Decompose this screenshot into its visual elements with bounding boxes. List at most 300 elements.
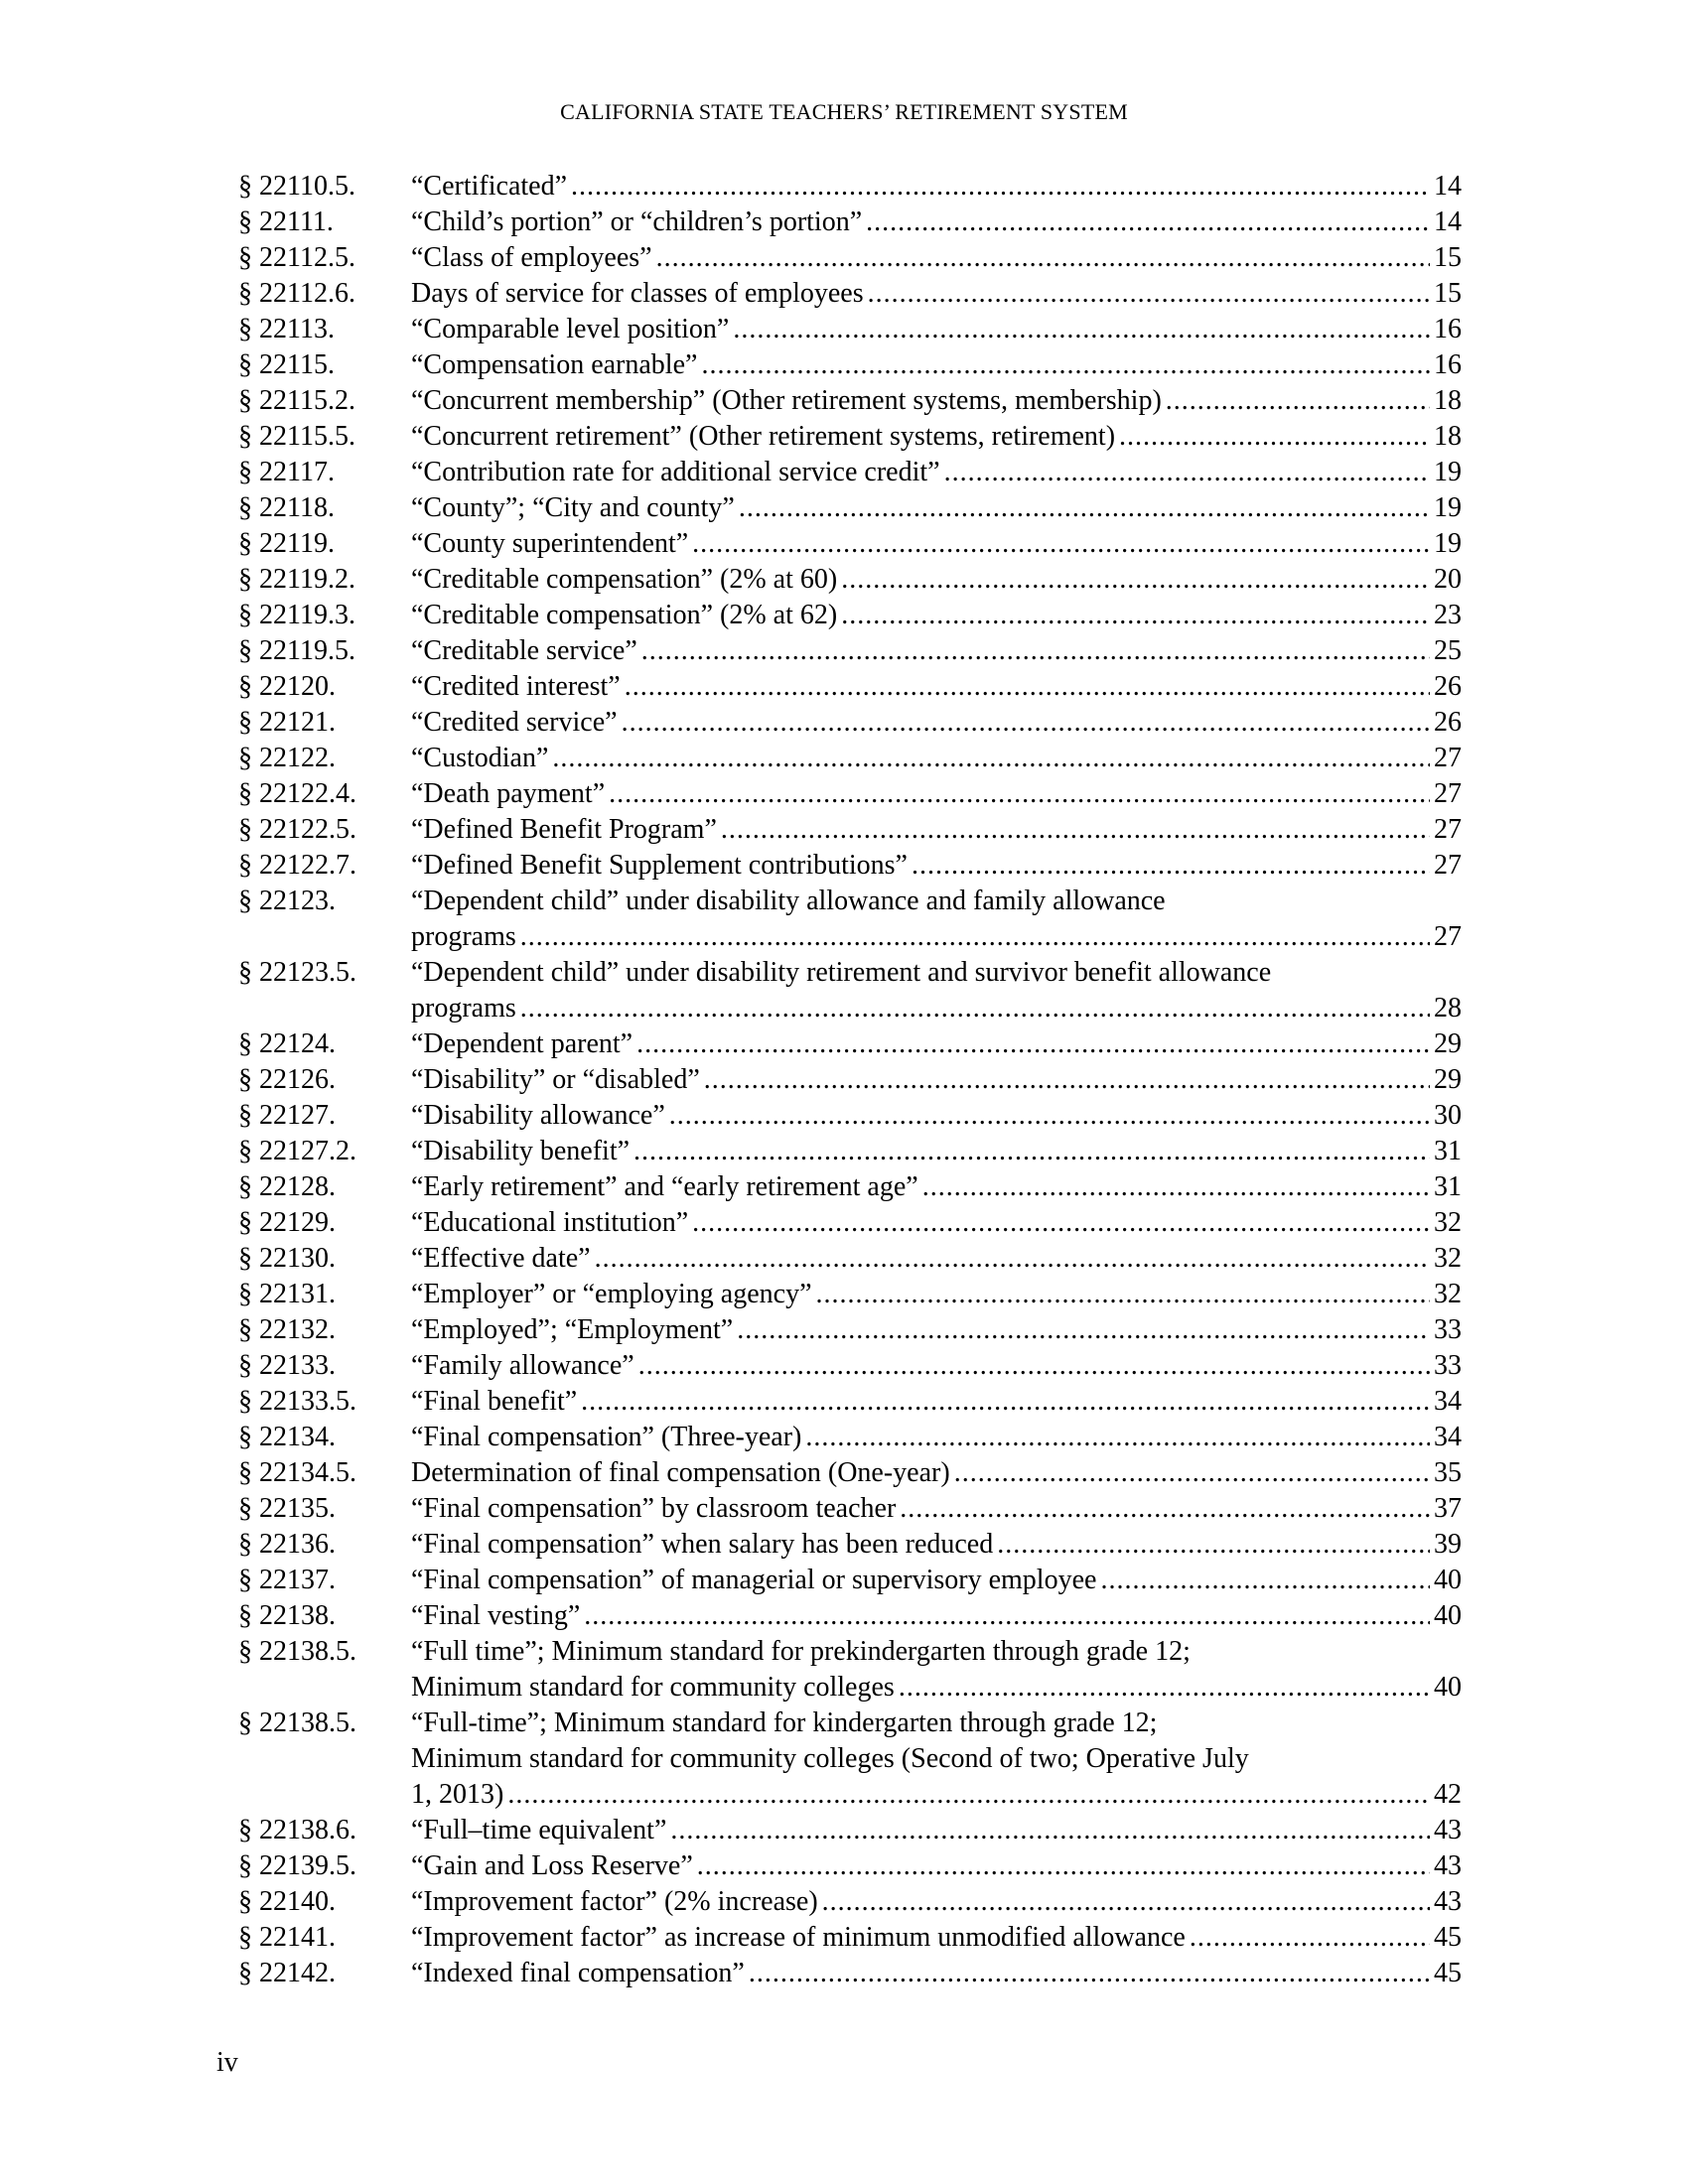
dot-leader [520,991,1430,1026]
dot-leader [866,205,1430,240]
toc-entry-title: “Custodian” [411,743,549,773]
toc-section-number: § 22136. [238,1529,336,1560]
toc-entry-line [411,1884,1462,1920]
toc-entry-line [411,526,1462,562]
toc-entry-title: “Credited service” [411,707,618,738]
toc-entry-body [411,848,1462,884]
toc-entry-body [411,383,1462,419]
toc-entry-body [411,633,1462,669]
toc-page-number: 34 [1434,1422,1462,1452]
toc-entry-title: programs [411,921,516,952]
dot-leader [692,1205,1430,1241]
toc-entry-title: “Creditable service” [411,635,637,666]
toc-entry-line [411,169,1462,205]
toc-section-number: § 22131. [238,1279,336,1309]
toc-entry-title: “Final benefit” [411,1386,578,1417]
toc-section-number: § 22134.5. [238,1457,356,1488]
toc-entry-line [411,669,1462,705]
toc-entry-title: “Dependent parent” [411,1028,633,1059]
toc-entry-body [411,1491,1462,1527]
dot-leader [841,598,1430,633]
toc-entry-line [411,919,1462,955]
toc-entry [238,1134,1462,1169]
toc-entry [238,240,1462,276]
toc-section-number: § 22135. [238,1493,336,1524]
toc-entry-body [411,1920,1462,1956]
dot-leader [737,1312,1430,1348]
toc-entry-line [411,598,1462,633]
toc-entry-line [411,1169,1462,1205]
toc-entry-title: “Employer” or “employing agency” [411,1279,812,1309]
toc-page-number: 29 [1434,1028,1462,1059]
toc-section-number: § 22138.6. [238,1815,356,1845]
toc-page-number: 32 [1434,1243,1462,1274]
toc-entry-line [411,1670,1462,1706]
toc-entry-line [411,1277,1462,1312]
dot-leader [704,1062,1430,1098]
toc-page-number: 43 [1434,1850,1462,1881]
toc-entry-body [411,1241,1462,1277]
toc-entry-line [411,1741,1462,1777]
toc-entry [238,705,1462,741]
toc-entry-body [411,1420,1462,1455]
toc-section-number: § 22123.5. [238,957,356,988]
toc-entry-title: “Compensation earnable” [411,349,698,380]
toc-entry [238,1956,1462,1991]
toc-entry-title: “Defined Benefit Supplement contributions” [411,850,908,881]
toc-entry-title: “Final compensation” by classroom teacher [411,1493,897,1524]
toc-entry [238,1384,1462,1420]
toc-entry-title: “Concurrent retirement” (Other retirement systems, retirement) [411,421,1116,452]
toc-entry [238,347,1462,383]
toc-entry [238,1920,1462,1956]
toc-section-number: § 22137. [238,1565,336,1595]
toc-entry [238,812,1462,848]
toc-entry-line [411,1026,1462,1062]
toc-entry-title: “Contribution rate for additional service credit” [411,457,940,487]
toc-entry-title: programs [411,993,516,1024]
toc-entry [238,1026,1462,1062]
toc-page-number: 40 [1434,1565,1462,1595]
dot-leader [670,1813,1430,1848]
toc-entry-body [411,1598,1462,1634]
toc-entry-line [411,455,1462,490]
toc-entry-line [411,312,1462,347]
toc-page-number: 45 [1434,1958,1462,1988]
toc-section-number: § 22138.5. [238,1707,356,1738]
toc-entry-title: “Full time”; Minimum standard for prekindergarten through grade 12; [411,1636,1191,1667]
toc-entry-title: “Creditable compensation” (2% at 60) [411,564,838,595]
dot-leader [581,1384,1430,1420]
toc-section-number: § 22132. [238,1314,336,1345]
toc-entry [238,1420,1462,1455]
toc-entry [238,276,1462,312]
toc-entry-line [411,1455,1462,1491]
toc-entry-title: “Final compensation” (Three-year) [411,1422,802,1452]
toc-page-number: 39 [1434,1529,1462,1560]
toc-entry-title: Minimum standard for community colleges (Second of two; Operative July [411,1743,1249,1774]
running-header: CALIFORNIA STATE TEACHERS’ RETIREMENT SYSTEM [560,99,1128,124]
toc-page-number: 32 [1434,1207,1462,1238]
toc-entry-line [411,1384,1462,1420]
toc-entry [238,1169,1462,1205]
toc-entry [238,169,1462,205]
toc-entry-body [411,455,1462,490]
toc-entry-line [411,1134,1462,1169]
toc-section-number: § 22112.5. [238,242,355,273]
toc-entry-line [411,1062,1462,1098]
toc-entry-title: “Family allowance” [411,1350,634,1381]
toc-entry-body [411,1348,1462,1384]
toc-page-number: 27 [1434,850,1462,881]
toc-section-number: § 22142. [238,1958,336,1988]
toc-page-number: 25 [1434,635,1462,666]
toc-entry-title: Days of service for classes of employees [411,278,864,309]
toc-entry-body [411,205,1462,240]
dot-leader [739,490,1430,526]
toc-entry-body [411,741,1462,776]
dot-leader [701,347,1430,383]
toc-entry [238,598,1462,633]
toc-entry [238,1241,1462,1277]
toc-section-number: § 22124. [238,1028,336,1059]
toc-section-number: § 22115.5. [238,421,355,452]
toc-entry-body [411,1563,1462,1598]
toc-entry [238,1634,1462,1706]
toc-entry [238,1527,1462,1563]
toc-page-number: 14 [1434,206,1462,237]
toc-entry-title: “Full-time”; Minimum standard for kindergarten through grade 12; [411,1707,1158,1738]
toc-entry-line [411,848,1462,884]
toc-entry-title: “Indexed final compensation” [411,1958,745,1988]
toc-entry-body [411,312,1462,347]
toc-page-number: 19 [1434,528,1462,559]
toc-entry [238,1884,1462,1920]
toc-entry [238,205,1462,240]
dot-leader [609,776,1430,812]
toc-section-number: § 22112.6. [238,278,355,309]
toc-section-number: § 22133. [238,1350,336,1381]
toc-entry-title: “County superintendent” [411,528,689,559]
toc-entry-body [411,276,1462,312]
dot-leader [944,455,1430,490]
toc-section-number: § 22117. [238,457,335,487]
toc-page-number: 23 [1434,600,1462,630]
toc-entry-title: “Final compensation” when salary has been reduced [411,1529,994,1560]
toc-entry-title: “Creditable compensation” (2% at 62) [411,600,838,630]
toc-section-number: § 22133.5. [238,1386,356,1417]
toc-entry-body [411,1634,1462,1706]
toc-entry-title: “Death payment” [411,778,606,809]
toc-entry-line [411,1312,1462,1348]
dot-leader [997,1527,1430,1563]
toc-page-number: 32 [1434,1279,1462,1309]
toc-page-number: 20 [1434,564,1462,595]
toc-page-number: 27 [1434,921,1462,952]
toc-section-number: § 22129. [238,1207,336,1238]
toc-entry-line [411,633,1462,669]
toc-section-number: § 22127.2. [238,1136,356,1166]
toc-entry [238,1848,1462,1884]
dot-leader [816,1277,1431,1312]
toc-entry-body [411,1169,1462,1205]
toc-entry [238,383,1462,419]
toc-section-number: § 22120. [238,671,336,702]
toc-entry-line [411,1956,1462,1991]
toc-section-number: § 22128. [238,1171,336,1202]
page-number-footer: iv [216,2047,238,2078]
toc-entry-title: “Credited interest” [411,671,621,702]
toc-entry-line [411,955,1462,991]
toc-entry-line [411,1241,1462,1277]
toc-entry-body [411,1884,1462,1920]
toc-entry-title: “Employed”; “Employment” [411,1314,734,1345]
toc-entry [238,1563,1462,1598]
toc-entry [238,490,1462,526]
toc-page-number: 42 [1434,1779,1462,1810]
toc-entry-body [411,526,1462,562]
toc-entry-body [411,776,1462,812]
dot-leader [622,705,1430,741]
toc-entry-title: Minimum standard for community colleges [411,1672,895,1703]
toc-entry-title: “Effective date” [411,1243,591,1274]
dot-leader [641,633,1430,669]
toc-entry-line [411,240,1462,276]
dot-leader [636,1026,1430,1062]
toc-section-number: § 22119.2. [238,564,355,595]
toc-entry [238,1062,1462,1098]
toc-entry [238,884,1462,955]
toc-entry-line [411,1563,1462,1598]
toc-section-number: § 22130. [238,1243,336,1274]
toc-page-number: 19 [1434,457,1462,487]
toc-section-number: § 22140. [238,1886,336,1917]
toc-entry-line [411,1848,1462,1884]
toc-section-number: § 22115.2. [238,385,355,416]
toc-entry-body [411,669,1462,705]
toc-entry-body [411,884,1462,955]
toc-page-number: 34 [1434,1386,1462,1417]
toc-entry-title: “Early retirement” and “early retirement age” [411,1171,918,1202]
toc-entry [238,455,1462,490]
toc-section-number: § 22122. [238,743,336,773]
dot-leader [584,1598,1430,1634]
toc-section-number: § 22119. [238,528,335,559]
toc-page-number: 45 [1434,1922,1462,1953]
toc-entry-body [411,1813,1462,1848]
toc-entry [238,1312,1462,1348]
dot-leader [656,240,1430,276]
toc-entry-line [411,1348,1462,1384]
toc-entry [238,1098,1462,1134]
toc-entry-body [411,1384,1462,1420]
dot-leader [721,812,1430,848]
toc-entry-line [411,1920,1462,1956]
toc-page-number: 18 [1434,385,1462,416]
toc-entry-body [411,1134,1462,1169]
toc-entry-title: “Child’s portion” or “children’s portion” [411,206,863,237]
toc-entry [238,419,1462,455]
toc-section-number: § 22110.5. [238,171,355,202]
toc-entry-line [411,812,1462,848]
toc-section-number: § 22126. [238,1064,336,1095]
toc-entry [238,1813,1462,1848]
toc-section-number: § 22123. [238,886,336,916]
dot-leader [749,1956,1430,1991]
dot-leader [1190,1920,1430,1956]
toc-entry-line [411,1813,1462,1848]
toc-entry-line [411,1420,1462,1455]
toc-section-number: § 22115. [238,349,335,380]
toc-page-number: 37 [1434,1493,1462,1524]
dot-leader [520,919,1430,955]
dot-leader [595,1241,1430,1277]
dot-leader [625,669,1430,705]
toc-entry-title: “Disability allowance” [411,1100,665,1131]
toc-entry-body [411,1312,1462,1348]
dot-leader [841,562,1430,598]
dot-leader [868,276,1430,312]
dot-leader [954,1455,1430,1491]
toc-entry-line [411,1491,1462,1527]
toc-entry-body [411,1277,1462,1312]
toc-page-number: 43 [1434,1886,1462,1917]
toc-entry-body [411,1455,1462,1491]
dot-leader [507,1777,1430,1813]
dot-leader [633,1134,1430,1169]
toc-page-number: 16 [1434,314,1462,344]
toc-entry-title: “Improvement factor” as increase of minimum unmodified allowance [411,1922,1186,1953]
toc-entry-line [411,1777,1462,1813]
toc-entry-body [411,1706,1462,1813]
toc-entry-body [411,1205,1462,1241]
toc-entry-line [411,705,1462,741]
toc-entry-title: “Defined Benefit Program” [411,814,717,845]
toc-entry-body [411,1098,1462,1134]
toc-page-number: 26 [1434,707,1462,738]
toc-section-number: § 22139.5. [238,1850,356,1881]
toc-section-number: § 22122.7. [238,850,356,881]
toc-entry-line [411,419,1462,455]
toc-entry-title: “Dependent child” under disability allowance and family allowance [411,886,1166,916]
toc-entry-line [411,562,1462,598]
toc-entry-line [411,1527,1462,1563]
toc-entry-line [411,1706,1462,1741]
toc-entry-line [411,276,1462,312]
toc-page-number: 19 [1434,492,1462,523]
toc-entry-title: 1, 2013) [411,1779,504,1810]
toc-entry-body [411,1527,1462,1563]
toc-section-number: § 22118. [238,492,335,523]
toc-entry-title: “Final compensation” of managerial or supervisory employee [411,1565,1097,1595]
toc-page-number: 27 [1434,778,1462,809]
toc-entry [238,1277,1462,1312]
dot-leader [552,741,1430,776]
toc-entry-body [411,1848,1462,1884]
toc-page-number: 14 [1434,171,1462,202]
toc-entry-title: “Dependent child” under disability retirement and survivor benefit allowance [411,957,1272,988]
toc-page-number: 18 [1434,421,1462,452]
toc-entry-line [411,1634,1462,1670]
toc-section-number: § 22121. [238,707,336,738]
dot-leader [1100,1563,1430,1598]
toc-entry-body [411,240,1462,276]
toc-entry-body [411,347,1462,383]
table-of-contents [238,169,1462,1991]
toc-entry-title: “Gain and Loss Reserve” [411,1850,693,1881]
toc-entry-title: “Improvement factor” (2% increase) [411,1886,818,1917]
toc-entry-line [411,741,1462,776]
toc-entry [238,633,1462,669]
toc-entry [238,1348,1462,1384]
toc-section-number: § 22122.4. [238,778,356,809]
toc-entry-line [411,383,1462,419]
toc-entry-body [411,490,1462,526]
dot-leader [805,1420,1430,1455]
toc-entry [238,312,1462,347]
toc-entry-line [411,776,1462,812]
toc-section-number: § 22134. [238,1422,336,1452]
toc-page-number: 27 [1434,743,1462,773]
toc-page-number: 31 [1434,1136,1462,1166]
toc-page-number: 35 [1434,1457,1462,1488]
toc-section-number: § 22111. [238,206,334,237]
toc-entry-line [411,205,1462,240]
toc-entry [238,776,1462,812]
toc-entry-line [411,991,1462,1026]
dot-leader [822,1884,1430,1920]
toc-section-number: § 22141. [238,1922,336,1953]
toc-entry-title: “Final vesting” [411,1600,581,1631]
toc-entry [238,1598,1462,1634]
toc-entry-body [411,1026,1462,1062]
toc-entry-title: “Class of employees” [411,242,652,273]
toc-page-number: 28 [1434,993,1462,1024]
toc-entry-line [411,347,1462,383]
toc-page-number: 16 [1434,349,1462,380]
dot-leader [912,848,1430,884]
toc-entry-body [411,1062,1462,1098]
toc-page-number: 31 [1434,1171,1462,1202]
toc-entry-body [411,955,1462,1026]
dot-leader [638,1348,1430,1384]
toc-entry [238,526,1462,562]
toc-entry-line [411,490,1462,526]
dot-leader [922,1169,1430,1205]
toc-section-number: § 22122.5. [238,814,356,845]
toc-page-number: 40 [1434,1672,1462,1703]
toc-entry [238,955,1462,1026]
toc-page-number: 27 [1434,814,1462,845]
toc-entry [238,848,1462,884]
toc-entry-title: “Concurrent membership” (Other retirement systems, membership) [411,385,1162,416]
toc-entry-title: “Full–time equivalent” [411,1815,667,1845]
toc-entry [238,1205,1462,1241]
toc-page-number: 43 [1434,1815,1462,1845]
toc-page-number: 30 [1434,1100,1462,1131]
toc-entry-title: “Educational institution” [411,1207,689,1238]
toc-entry-body [411,705,1462,741]
toc-page-number: 40 [1434,1600,1462,1631]
toc-entry-title: “Disability benefit” [411,1136,631,1166]
toc-entry-title: “Comparable level position” [411,314,730,344]
toc-entry [238,1455,1462,1491]
toc-entry-body [411,169,1462,205]
dot-leader [669,1098,1430,1134]
toc-page-number: 29 [1434,1064,1462,1095]
dot-leader [899,1670,1430,1706]
toc-section-number: § 22119.5. [238,635,355,666]
